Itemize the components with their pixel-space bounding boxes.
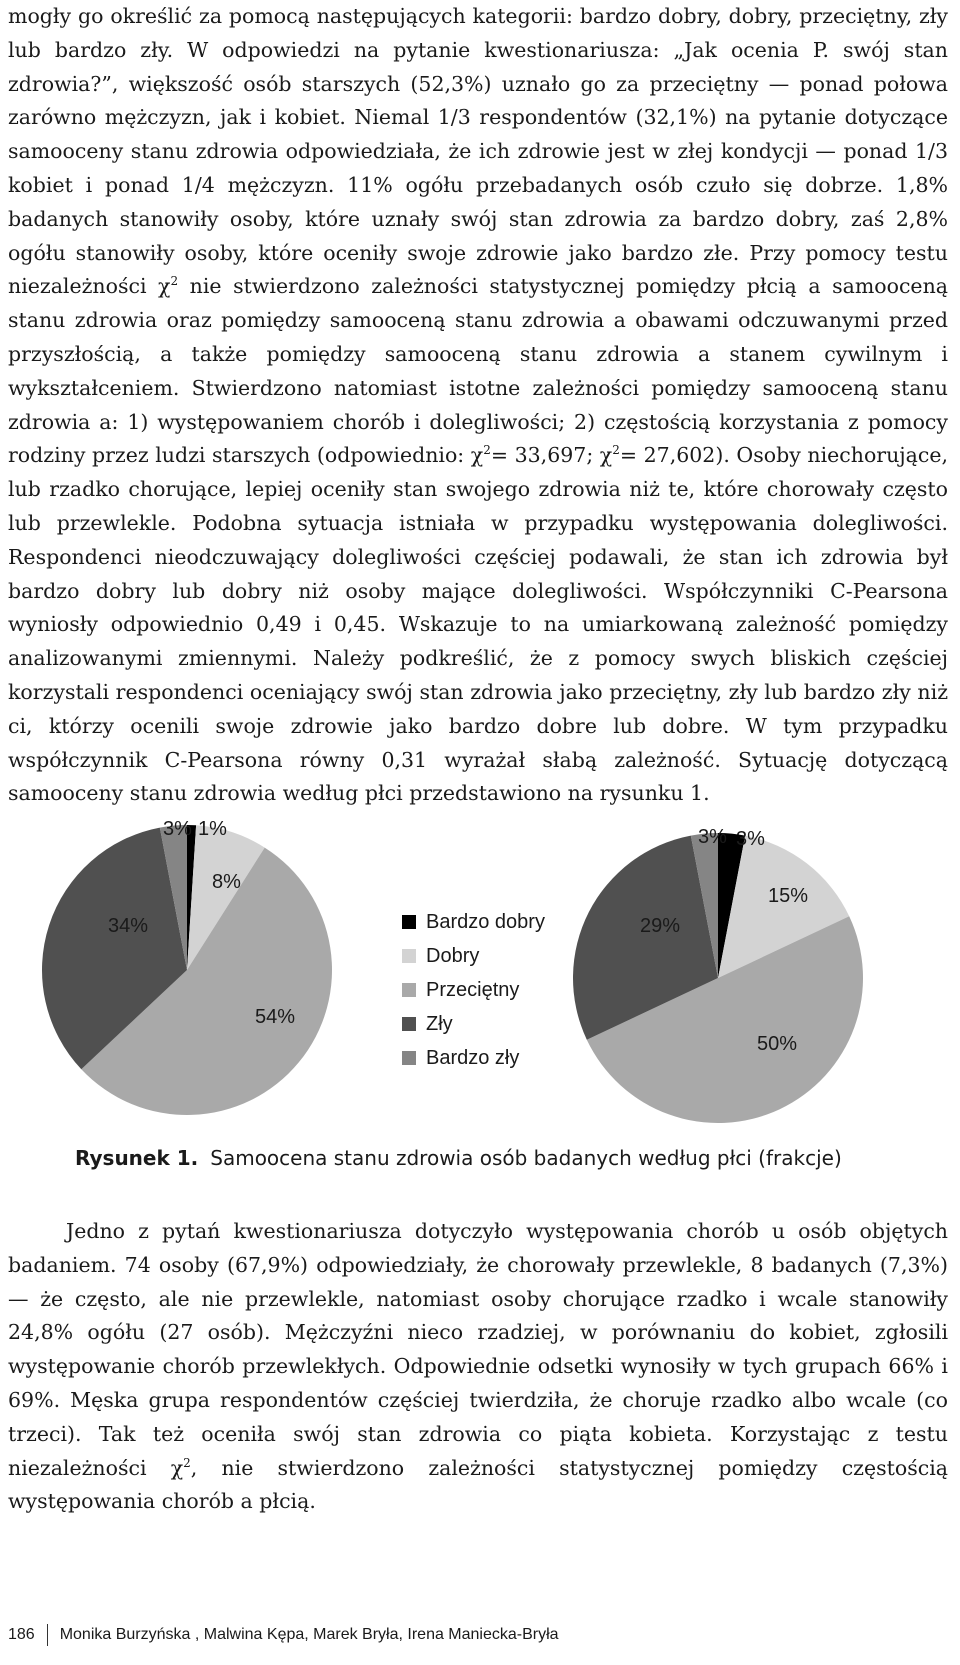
legend-label: Przeciętny [426, 978, 520, 1001]
pie-label-2-0: 3% [736, 828, 765, 850]
pie-label-2-4: 3% [698, 826, 727, 848]
legend-swatch-bardzo-dobry [402, 915, 416, 929]
pie-label-2-3: 29% [640, 915, 681, 937]
caption-label: Rysunek 1. [75, 1146, 199, 1170]
body-paragraph-2 [8, 1215, 948, 1519]
caption-text: Samoocena stanu zdrowia osób badanych według płci (frakcje) [210, 1146, 842, 1170]
body-paragraph-1 [8, 0, 948, 811]
legend-item [402, 1041, 545, 1075]
page-number: 186 [8, 1626, 35, 1644]
legend-swatch-dobry [402, 949, 416, 963]
superscript: 2 [612, 443, 620, 458]
pie-label-2-2: 50% [757, 1033, 798, 1055]
legend-swatch-bardzo-zly [402, 1051, 416, 1065]
superscript: 2 [483, 443, 491, 458]
legend-item [402, 973, 545, 1007]
pie-label-1-4: 3% [163, 820, 192, 840]
legend-swatch-przecietny [402, 983, 416, 997]
pie-label-1-2: 54% [255, 1006, 296, 1028]
footer-authors: Monika Burzyńska , Malwina Kępa, Marek Bryła, Irena Maniecka-Bryła [59, 1626, 559, 1644]
chart-legend [402, 905, 545, 1075]
legend-label: Zły [426, 1012, 453, 1035]
text-span: nie stwierdzono zależności statystycznej pomiędzy płcią a samooceną stanu zdrowia oraz pomiędzy samooceną stanu zdrowia a obawami odczuwanymi przed przyszłością, a także pomiędzy samooceną stanu zdrowia a stanem cywilnym i wykształceniem. Stwierdzono natomiast istotne zależności pomiędzy samooceną stanu zdrowia a: 1) występowaniem chorób i dolegliwości; 2) częstością korzystania z pomocy rodziny przez ludzi starszych (odpowiednio: χ [8, 274, 948, 468]
footer-divider [47, 1624, 48, 1646]
text-span: , nie stwierdzono zależności statystycznej pomiędzy częstością występowania chorób a płcią. [8, 1455, 948, 1514]
superscript: 2 [183, 1455, 191, 1470]
text-span: mogły go określić za pomocą następujących kategorii: bardzo dobry, dobry, przeciętny, zły lub bardzo zły. W odpowiedzi na pytanie kwestionariusza: „Jak ocenia P. swój stan zdrowia?”, większość osób starszych (52,3%) uznało go za przeciętny — ponad połowa zarówno mężczyzn, jak i kobiet. Niemal 1/3 respondentów (32,1%) na pytanie dotyczące samooceny stanu zdrowia odpowiedziała, że ich zdrowie jest w złej kondycji — ponad 1/3 kobiet i ponad 1/4 mężczyzn. 11% ogółu przebadanych osób czuło się dobrze. 1,8% badanych stanowiły osoby, które uznały swój stan zdrowia za bardzo dobry, zaś 2,8% ogółu stanowiły osoby, które oceniły swoje zdrowie jako bardzo złe. Przy pomocy testu niezależności χ [8, 4, 948, 299]
legend-item [402, 1007, 545, 1041]
legend-swatch-zly [402, 1017, 416, 1031]
legend-item [402, 905, 545, 939]
superscript: 2 [170, 274, 179, 289]
figure-caption [75, 1146, 935, 1170]
pie-label-1-3: 34% [108, 915, 149, 937]
text-span: Jedno z pytań kwestionariusza dotyczyło występowania chorób u osób objętych badaniem. 74 osoby (67,9%) odpowiedziały, że chorowały przewlekle, 8 badanych (7,3%) — że często, ale nie przewlekle, natomiast osoby chorujące rzadko i wcale stanowiły 24,8% ogółu (27 osób). Mężczyźni nieco rzadziej, w porównaniu do kobiet, zgłosili występowanie chorób przewlekłych. Odpowiednie odsetki wynosiły w tych grupach 66% i 69%. Męska grupa respondentów częściej twierdziła, że choruje rzadko albo wcale (co trzeci). Tak też oceniła swój stan zdrowia co piąta kobieta. Korzystając z testu niezależności χ [8, 1219, 948, 1480]
pie-label-1-1: 8% [212, 871, 241, 893]
text-span: = 33,697; χ [490, 443, 613, 468]
page-footer [8, 1624, 559, 1646]
legend-label: Bardzo dobry [426, 910, 545, 933]
pie-label-1-0: 1% [198, 820, 227, 840]
pie-label-2-1: 15% [768, 885, 809, 907]
legend-label: Bardzo zły [426, 1046, 520, 1069]
legend-item [402, 939, 545, 973]
text-span: = 27,602). Osoby niechorujące, lub rzadko chorujące, lepiej oceniły stan swojego zdrowia niż te, które chorowały często lub przewlekle. Podobna sytuacja istniała w przypadku występowania dolegliwości. Respondenci nieodczuwający dolegliwości częściej podawali, że stan ich zdrowia był bardzo dobry lub dobry niż osoby mające dolegliwości. Współczynniki C-Pearsona wyniosły odpowiednio 0,49 i 0,45. Wskazuje to na umiarkowaną zależność pomiędzy analizowanymi zmiennymi. Należy podkreślić, że z pomocy swych bliskich częściej korzystali respondenci oceniający swój stan zdrowia jako przeciętny, zły lub bardzo zły niż ci, którzy ocenili swoje zdrowie jako bardzo dobre lub dobre. W tym przypadku współczynnik C-Pearsona równy 0,31 wyrażał słabą zależność. Sytuację dotyczącą samooceny stanu zdrowia według płci przedstawiono na rysunku 1. [8, 443, 948, 806]
legend-label: Dobry [426, 944, 480, 967]
